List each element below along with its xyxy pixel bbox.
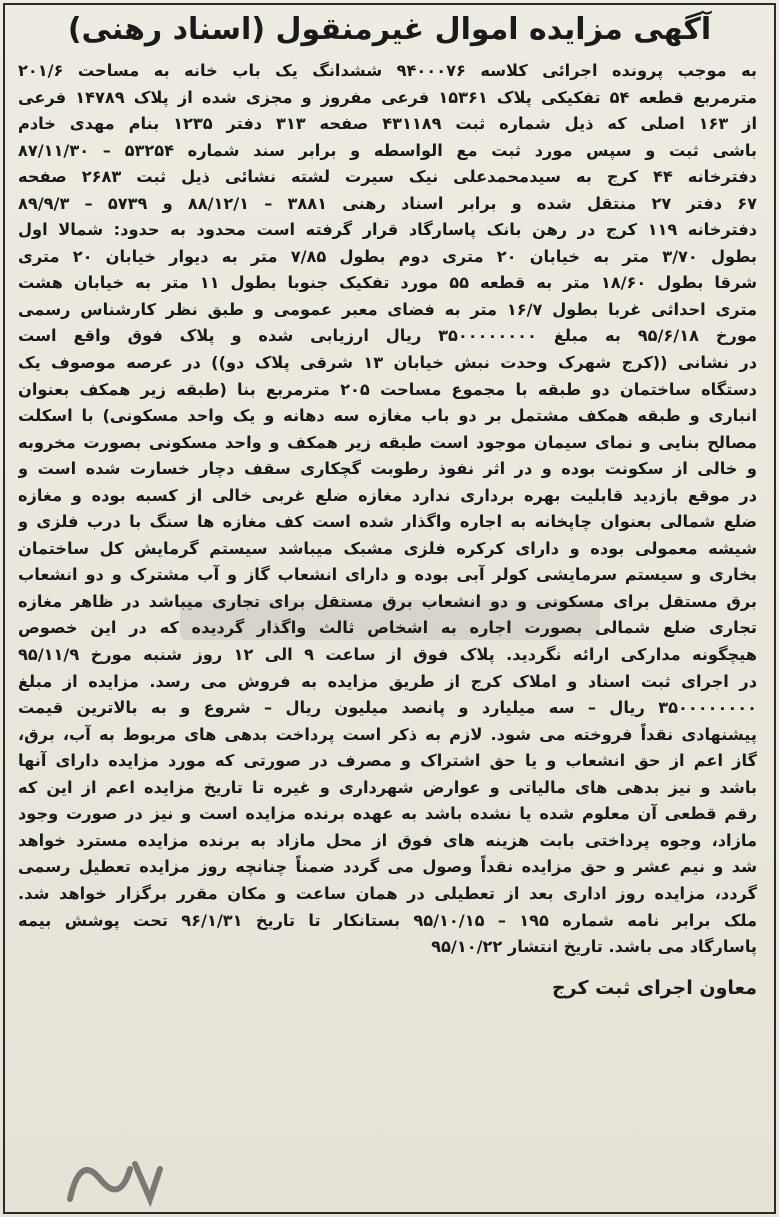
notice-line: در موقع بازدید قابلیت بهره برداری ندارد مغازه ضلع غربی خالی از کسبه بوده و مغازه [18,485,757,505]
notice-line: از ۱۶۳ اصلی که ذیل شماره ثبت ۴۳۱۱۸۹ صفحه ۳۱۳ دفتر ۱۲۳۵ بنام مهدی خادم [18,114,757,134]
notice-line: دستگاه ساختمان دو طبقه با مجموع مساحت ۲۰۵ مترمربع بنا (طبقه زیر همکف بعنوان [18,379,757,399]
notice-line: مترمربع قطعه ۵۴ تفکیکی پلاک ۱۵۳۶۱ فرعی مفروز و مجزی شده از پلاک ۱۴۷۸۹ فرعی [18,87,757,107]
notice-line: هیچگونه مدارکی ارائه نگردید. پلاک فوق از ساعت ۹ الی ۱۲ روز شنبه مورخ ۹۵/۱۱/۹ [18,645,757,665]
notice-line: متری احداثی غربا بطول ۱۶/۷ متر به فضای معبر عمومی و طبق نظر کارشناس رسمی [18,299,757,319]
notice-line: ۶۷ دفتر ۲۷ منتقل شده و برابر اسناد رهنی ۳۸۸۱ – ۸۸/۱۲/۱ و ۵۷۳۹ – ۸۹/۹/۳ [18,193,757,213]
notice-line: پیشنهادی نقداً فروخته می شود. لازم به ذکر است پرداخت بدهی های مربوط به آب، برق، [18,724,757,744]
notice-line: بخاری و سیستم سرمایشی کولر آبی بوده و دارای انشعاب گاز و آب مشترک و دو انشعاب [18,565,757,585]
notice-title: آگهی مزایده اموال غیرمنقول (اسناد رهنی) [67,12,712,47]
notice-line: شد و نیم عشر و حق مزایده نقداً وصول می گردد ضمناً چنانچه روز مزایده تعطیل رسمی [18,857,757,877]
notice-body [8,58,771,961]
notice-line: انباری و طبقه همکف مشتمل بر دو باب مغازه سه دهانه و یک واحد مسکونی) با اسکلت [18,406,757,426]
notice-line: در نشانی ((کرج شهرک وحدت نبش خیابان ۱۳ شرقی پلاک دو)) در عرصه موصوف یک [18,353,757,373]
notice-line: دفترخانه ۱۱۹ کرج در رهن بانک پاسارگاد قرار گرفته است محدود به حدود: شمالا اول [18,220,757,240]
notice-line: رقم قطعی آن معلوم شده یا نشده باشد به عهده برنده مزایده است و نیز در صورت وجود [18,804,757,824]
notice-line: و خالی از سکونت بوده و در اثر نفوذ رطوبت گچکاری سقف دچار خسارت شده است و [18,459,757,479]
notice-line: مازاد، وجوه پرداختی بابت هزینه های فوق از محل مازاد به برنده مزایده مسترد خواهد [18,830,757,850]
notice-line: مصالح بنایی و نمای سیمان موجود است طبقه زیر همکف و واحد مسکونی بصورت مخروبه [18,432,757,452]
notice-line: به موجب پرونده اجرائی کلاسه ۹۴۰۰۰۷۶ ششدانگ یک باب خانه به مساحت ۲۰۱/۶ [18,61,757,80]
notice-line: بطول ۳/۷۰ متر به خیابان ۲۰ متری دوم بطول ۷/۸۵ متر به دیوار خیابان ۲۰ متری [18,246,757,266]
notice-line: ضلع شمالی بعنوان چاپخانه به اجاره واگذار شده است کف مغازه ها سنگ با درب فلزی و [18,512,757,532]
notice-line: گاز اعم از حق انشعاب و یا حق اشتراک و مصرف در صورتی که مورد مزایده دارای آنها [18,751,757,771]
notice-line: دفترخانه ۴۴ کرج به سیدمحمدعلی نیک سیرت لشته نشائی ذیل ثبت ۲۶۸۳ صفحه [18,167,757,187]
notice-line: باشد و نیز بدهی های مالیاتی و عوارض شهرداری و غیره تا تاریخ مزایده اعم از این که [18,777,757,797]
notice-line: پاسارگاد می باشد. تاریخ انتشار ۹۵/۱۰/۲۲ [431,937,757,957]
notice-line: ۳۵۰۰۰۰۰۰۰۰ ریال – سه میلیارد و پانصد میلیون ریال – شروع و به بالاترین قیمت [18,698,757,718]
notice-line: باشی ثبت و سپس مورد ثبت مع الواسطه و برابر سند شماره ۵۳۲۵۴ – ۸۷/۱۱/۳۰ [18,140,757,160]
notice-line: شرقا بطول ۱۸/۶۰ متر به قطعه ۵۵ مورد تفکیک جنوبا بطول ۱۱ متر به خیابان هشت [18,273,757,293]
notice-line: تجاری ضلع شمالی بصورت اجاره به اشخاص ثالث واگذار گردیده که در این خصوص [18,618,757,638]
notice-line: برق مستقل برای مسکونی و دو انشعاب برق مستقل برای تجاری میباشد در ظاهر مغازه [18,591,757,611]
notice-line: شیشه معمولی بوده و دارای کرکره فلزی مشبک میباشد سیستم گرمایش کل ساختمان [18,538,757,558]
notice-line: گردد، مزایده روز اداری بعد از تعطیلی در همان ساعت و مکان مقرر برگزار خواهد شد. [18,883,757,903]
handwritten-stamp [60,1149,170,1209]
notice-line: در اجرای ثبت اسناد و املاک کرج از طریق مزایده به فروش می رسد. مزایده از مبلغ [18,671,757,691]
notice-line: مورخ ۹۵/۶/۱۸ به مبلغ ۳۵۰۰۰۰۰۰۰۰ ریال ارزیابی شده و پلاک فوق واقع است [18,326,757,346]
notice-line: ملک برابر نامه شماره ۱۹۵ – ۹۵/۱۰/۱۵ بستانکار تا تاریخ ۹۶/۱/۳۱ تحت پوشش بیمه [18,910,757,930]
signature-line: معاون اجرای ثبت کرج [551,976,757,999]
